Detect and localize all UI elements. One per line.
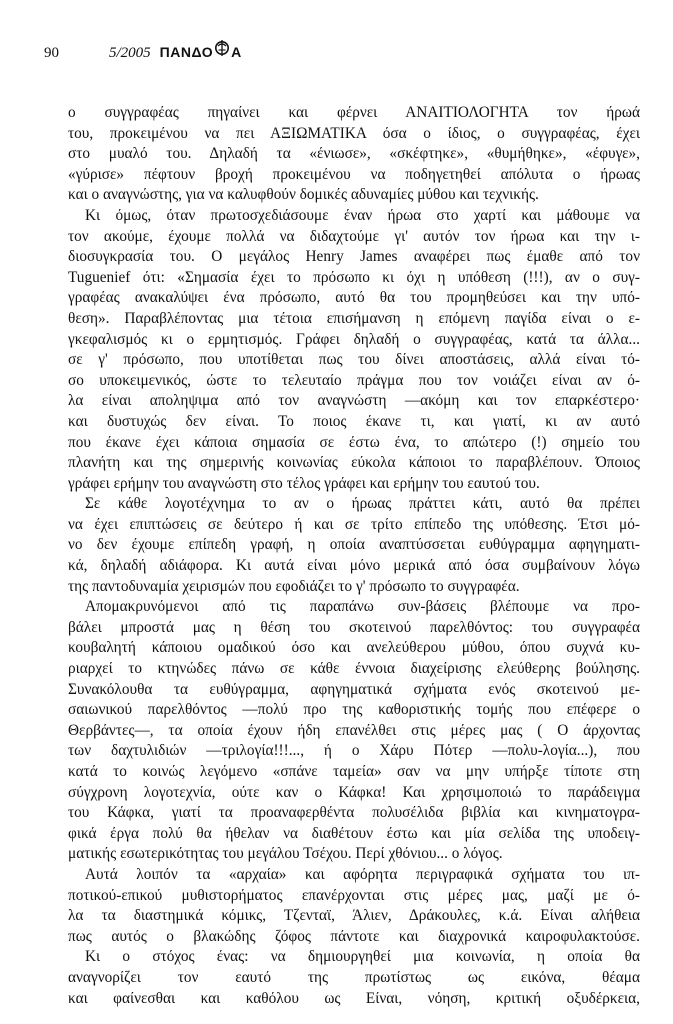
pandora-box-logo-icon [214,39,230,57]
text-line: και ο αναγνώστης, για να καλυφθούν δομικές αδυναμίες μύθου και τεχνικής. [68,186,539,204]
text-line: πως αυτός ο βλακώδης ζόφος πάντοτε και διαχρονικά καιροφυλακτούσε. [68,927,640,945]
text-line: αναγνορίζει τον εαυτό της πρωτίστως ως εικόνα, θέαμα [68,968,640,986]
text-line: Tuguenief ότι: «Σημασία έχει το πρόσωπο κι όχι η υπόθεση (!!!), αν ο συγ- [68,268,640,286]
text-line: γράφει ερήμην του αναγνώστη στο τέλος γράφει και ερήμην του εαυτού του. [68,474,540,492]
text-line: και δυστυχώς δεν είναι. Το ποιος έκανε τι, και γιατί, κι αν αυτό [68,412,640,430]
text-line: του, προκειμένου να πει ΑΞΙΩΜΑΤΙΚΑ όσα ο ίδιος, ο συγγραφέας, έχει [68,124,640,142]
text-line: ο συγγραφέας πηγαίνει και φέρνει ΑΝΑΙΤΙΟΛΟΓΗΤΑ τον ήρωά [68,104,640,121]
text-line: ματικής εσωτερικότητας του μεγάλου Τσέχου. Περί χθόνιου... ο λόγος. [68,845,503,863]
text-line: φικά έργα πολύ θα ήθελαν να διαθέτουν έστω και μία σελίδα της υποδειγ- [68,824,640,842]
text-line: σαιωνικού παρελθόντος —πολύ προ της καθοριστικής τομής που επέφερε ο [68,701,640,719]
text-line: κουβαλητή κάποιου ομαδικού όσο και ανελεύθερου μύθου, όπου συχνά κυ- [68,639,640,657]
text-line: ποτικού-επικού μυθιστορήματος επανέρχονται στις μέρες μας, μαζί με ό- [68,886,640,904]
text-line: Κι όμως, όταν πρωτοσχεδιάσουμε έναν ήρωα στο χαρτί και μάθουμε να [85,206,640,224]
text-line: σύγχρονη λογοτεχνία, ούτε καν ο Κάφκα! Και χρησιμοποιώ το παράδειγμα [68,783,640,801]
text-line: γραφέας ανακαλύψει ένα πρόσωπο, αυτό θα του προμηθεύσει και την υπό- [68,289,640,307]
text-line: στο μυαλό του. Δηλαδή τα «ένιωσε», «σκέφτηκε», «θυμήθηκε», «έφυγε», [68,145,640,163]
brand-text-start: ΠΑΝΔΟ [159,44,214,60]
text-line: κατά το κοινώς λεγόμενο «σπάνε ταμεία» σαν να μην υπήρξε τίποτε στη [68,763,640,780]
text-line: Απομακρυνόμενοι από τις παραπάνω συν-βάσεις βλέπουμε να προ- [85,598,640,616]
text-line: λα τα διαστημικά κόμικς, Τζενταϊ, Άλιεν, Δράκουλες, κ.ά. Είναι αλήθεια [68,907,640,925]
text-line: ριαρχεί το κτηνώδες πάνω σε κάθε έννοια διαχείρισης ελεύθερης βούλησης. [68,660,640,678]
text-line: σο υποκειμενικός, ώστε το τελευταίο πράγμα που τον νοιάζει είναι αν ό- [68,371,640,389]
issue-number: 5/2005 [109,45,151,61]
text-line: Σε κάθε λογοτέχνημα το αν ο ήρωας πράττει κάτι, αυτό θα πρέπει [85,495,640,513]
text-line: νο δεν έχουμε επίπεδη γραφή, η οποία αναπτύσσεται ευθύγραμμα αφηγηματι- [68,536,640,554]
page-number: 90 [44,45,59,61]
text-line: του Κάφκα, γιατί τα προαναφερθέντα πολυσέλιδα βιβλία και κινηματογρα- [68,804,640,822]
text-line: που έκανε έχει κάποια σημασία σε έστω ένα, το απώτερο (!) σημείο του [68,433,640,451]
text-line: πλανήτη και της σημερινής κοινωνίας εύκολα κάποιοι το παραβλέπουν. Όποιος [68,454,640,472]
text-line: γκεφαλισμός κι ο ερμητισμός. Γράφει δηλαδή ο συγγραφέας, κατά τα άλλα... [68,330,640,348]
magazine-brand [160,39,242,60]
text-line: και φαίνεσθαι και καθόλου ως Είναι, νόηση, κριτική οξυδέρκεια, [68,989,640,1007]
text-line: Κι ο στόχος ένας: να δημιουργηθεί μια κοινωνία, η οποία θα [85,948,640,966]
text-line: Αυτά λοιπόν τα «αρχαία» και αφόρητα περιγραφικά σχήματα του ιπ- [85,865,640,883]
text-line: «γύρισε» πέφτουν βροχή προκειμένου να ποδηγετηθεί απόλυτα ο ήρωας [68,165,640,183]
text-line: λα είναι αποληψιμα από τον αναγνώστη —ακόμη και τον επαρκέστερο· [68,392,640,410]
text-line: βάλει μπροστά μας η θέση του σκοτεινού παρελθόντος: του συγγραφέα [68,618,640,636]
text-line: της παντοδυναμία χειρισμών που εφοδιάζει το γ' πρόσωπο το συγγραφέα. [68,577,520,595]
text-line: θεση». Παραβλέποντας μια τέτοια επισήμανση η επόμενη παγίδα είναι ο ε- [68,309,640,327]
text-line: Συνακόλουθα τα ευθύγραμμα, αφηγηματικά σχήματα ενός σκοτεινού με- [68,680,640,698]
brand-text-end: Α [231,44,242,60]
text-line: τον ακούμε, έχουμε πολλά να διδαχτούμε γι' αυτόν τον ήρωα και την ι- [68,227,640,245]
text-line: σε γ' πρόσωπο, που υποτίθεται πως του δίνει αποστάσεις, αλλά είναι τό- [68,351,640,369]
text-line: των δαχτυλιδιών —τριλογία!!!..., ή ο Χάρυ Πότερ —πολυ-λογία...), που [68,742,640,760]
text-line: να έχει επιπτώσεις σε δεύτερο ή και σε τρίτο επίπεδο της υπόθεσης. Έτσι μό- [68,515,640,533]
running-header [44,39,242,62]
article-body [68,103,640,1009]
text-line: διοσυγκρασία του. Ο μεγάλος Henry James αναφέρει πως έμαθε από τον [68,248,640,266]
text-line: Θερβάντες—, τα οποία έχουν ήδη επανέλθει στις μέρες μας ( Ο άρχοντας [68,721,640,739]
text-line: κά, δηλαδή αδιάφορα. Κι αυτά είναι μόνο μερικά από όσα συμβαίνουν λόγω [68,557,640,575]
